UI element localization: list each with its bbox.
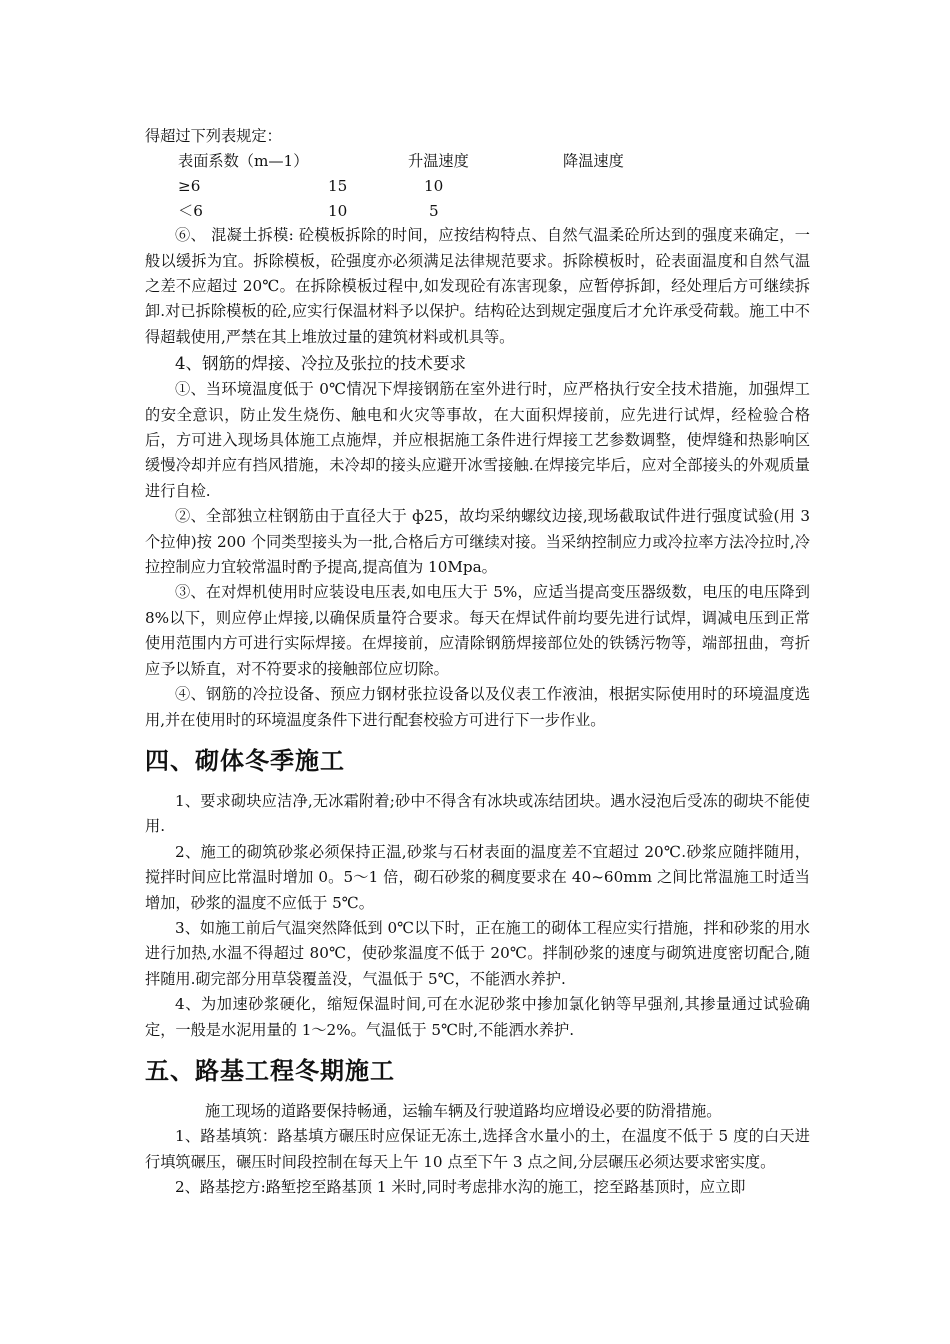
table-cell: 10 — [424, 177, 444, 195]
table-cell: ＜6 — [178, 201, 203, 220]
table-cell: 15 — [328, 177, 348, 195]
paragraph-cold-drawing: ④、钢筋的冷拉设备、预应力钢材张拉设备以及仪表工作液油，根据实际使用时的环境温度选用,并在使用时的环境温度条件下进行配套校验方可进行下一步作业。 — [145, 685, 810, 729]
section-4-title: 4、钢筋的焊接、冷拉及张拉的技术要求 — [175, 354, 466, 374]
intro-line: 得超过下列表规定： — [145, 127, 282, 145]
table-row — [145, 199, 810, 224]
table-cell: 10 — [328, 201, 348, 220]
paragraph-roadbed-cut: 2、路基挖方:路堑挖至路基顶 1 米时,同时考虑排水沟的施工，挖至路基顶时，应立即 — [175, 1178, 746, 1197]
heading-roadbed-winter: 五、路基工程冬期施工 — [145, 1056, 395, 1085]
paragraph-masonry-4: 4、为加速砂浆硬化，缩短保温时间,可在水泥砂浆中掺加氯化钠等早强剂,其掺量通过试验确定，一般是水泥用量的 1～2%。气温低于 5℃时,不能洒水养护. — [145, 995, 810, 1039]
paragraph-masonry-3: 3、如施工前后气温突然降低到 0℃以下时，正在施工的砌体工程应实行措施，拌和砂浆的用水进行加热,水温不得超过 80℃，使砂浆温度不低于 20℃。拌制砂浆的速度与砌筑进度密切配合,随拌随用.砌完部分用草袋覆盖没，气温低于 5℃，不能洒水养护. — [145, 918, 810, 988]
paragraph-threaded-joint: ②、全部独立柱钢筋由于直径大于 ф25，故均采纳螺纹边接,现场截取试件进行强度试验(用 3 个拉伸)按 200 个同类型接头为一批,合格后方可继续对接。当采纳控制应力或冷拉率方法冷拉时,冷拉控制应力宜较常温时酌予提高,提高值为 10Mpa。 — [145, 507, 810, 577]
paragraph-voltage: ③、在对焊机使用时应装设电压表,如电压大于 5%，应适当提高变压器级数，电压的电压降到 8%以下，则应停止焊接,以确保质量符合要求。每天在焊试件前均要先进行试焊，调减电压到正常使用范围内方可进行实际焊接。在焊接前，应清除钢筋焊接部位处的铁锈污物等，端部扭曲，弯折应予以矫直，对不符要求的接触部位应切除。 — [145, 583, 810, 678]
paragraph-roadbed-fill: 1、路基填筑：路基填方碾压时应保证无冻土,选择含水量小的土，在温度不低于 5 度的白天进行填筑碾压，碾压时间段控制在每天上午 10 点至下午 3 点之间,分层碾压必须达要求密实度。 — [145, 1127, 810, 1171]
paragraph-masonry-2: 2、施工的砌筑砂浆必须保持正温,砂浆与石材表面的温度差不宜超过 20℃.砂浆应随拌随用，搅拌时间应比常温时增加 0。5～1 倍，砌石砂浆的稠度要求在 40~60mm 之间比常温施工时适当增加，砂浆的温度不应低于 5℃。 — [145, 842, 810, 912]
document-page — [145, 124, 810, 1201]
header-cooling-rate: 降温速度 — [563, 152, 624, 171]
paragraph-roadbed-lead: 施工现场的道路要保持畅通，运输车辆及行驶道路均应增设必要的防滑措施。 — [205, 1101, 722, 1120]
heading-masonry-winter: 四、砌体冬季施工 — [145, 746, 345, 775]
header-heating-rate: 升温速度 — [408, 152, 469, 171]
table-header-row — [145, 149, 810, 174]
paragraph-welding: ①、当环境温度低于 0℃情况下焊接钢筋在室外进行时，应严格执行安全技术措施，加强焊工的安全意识，防止发生烧伤、触电和火灾等事故，在大面积焊接前，应先进行试焊，经检验合格后，方可进入现场具体施工点施焊，并应根据施工条件进行焊接工艺参数调整，使焊缝和热影响区缓慢冷却并应有挡风措施，未冷却的接头应避开冰雪接触.在焊接完毕后，应对全部接头的外观质量进行自检. — [145, 380, 810, 500]
paragraph-masonry-1: 1、要求砌块应洁净,无冰霜附着;砂中不得含有冰块或冻结团块。遇水浸泡后受冻的砌块不能使用. — [145, 791, 810, 836]
table-cell: 5 — [429, 201, 439, 220]
paragraph-formwork-removal: ⑥、 混凝土拆模: 砼模板拆除的时间，应按结构特点、自然气温柔砼所达到的强度来确定，一般以缓拆为宜。拆除模板，砼强度亦必须满足法律规范要求。拆除模板时，砼表面温度和自然气温之差不应超过 20℃。在拆除模板过程中,如发现砼有冻害现象，应暂停拆卸，经处理后方可继续拆卸.对已拆除模板的砼,应实行保温材料予以保护。结构砼达到规定强度后才允许承受荷载。施工中不得超载使用,严禁在其上堆放过量的建筑材料或机具等。 — [145, 226, 810, 346]
table-cell: ≥6 — [178, 177, 201, 195]
header-surface-coefficient: 表面系数（m—1） — [178, 152, 309, 171]
table-row — [145, 174, 810, 199]
temperature-rate-table — [145, 149, 810, 223]
